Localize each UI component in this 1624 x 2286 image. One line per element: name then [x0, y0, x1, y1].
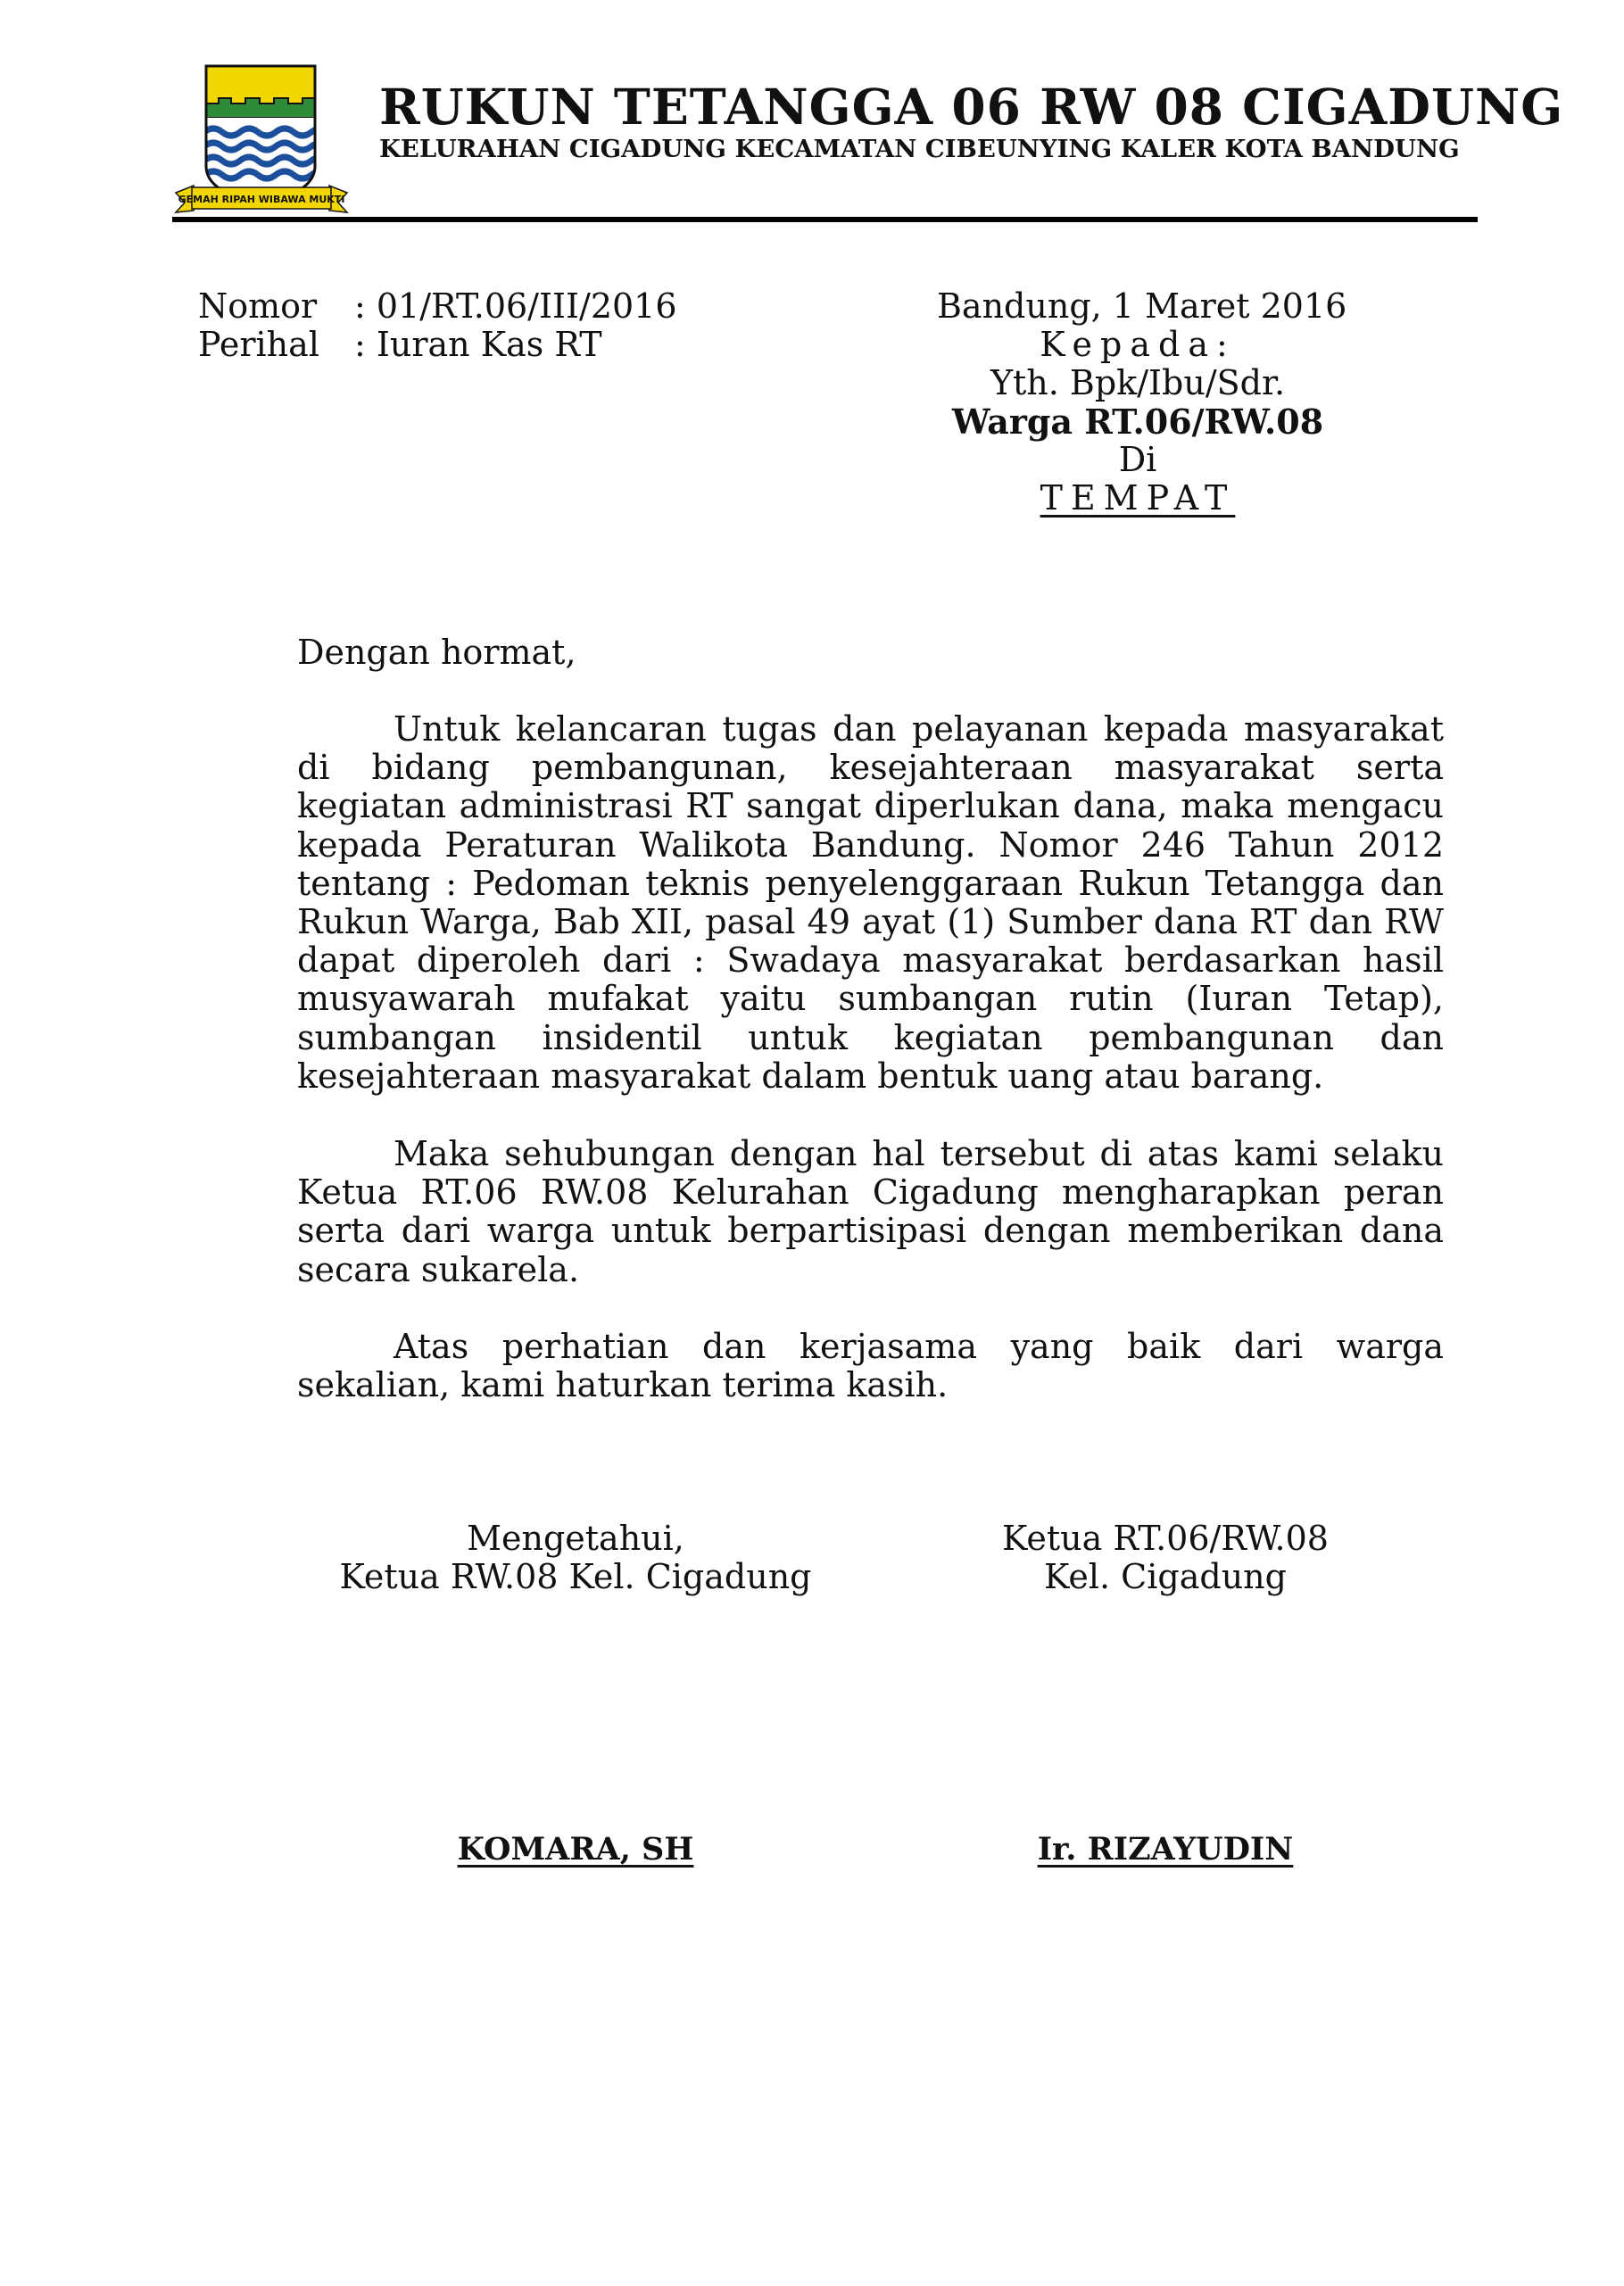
body-paragraph — [297, 1135, 1444, 1289]
body-paragraph — [297, 710, 1444, 1096]
nomor-label: Nomor — [198, 286, 318, 326]
signature-block-right — [916, 1520, 1415, 1596]
organization-title: RUKUN TETANGGA 06 RW 08 CIGADUNG — [379, 78, 1564, 136]
nomor-value: : 01/RT.06/III/2016 — [354, 286, 677, 326]
signature-block-left — [326, 1520, 825, 1596]
header-divider — [172, 217, 1478, 222]
signatory-left-name: KOMARA, SH — [457, 1831, 694, 1868]
signature-right-line1: Ketua RT.06/RW.08 — [1002, 1519, 1329, 1558]
logo-motto: GEMAH RIPAH WIBAWA MUKTI — [178, 194, 345, 205]
signature-left-line1: Mengetahui, — [467, 1519, 684, 1558]
organization-subtitle: KELURAHAN CIGADUNG KECAMATAN CIBEUNYING KALER KOTA BANDUNG — [379, 135, 1460, 163]
recipient: Warga RT.06/RW.08 — [951, 402, 1324, 442]
signature-left-line2: Ketua RW.08 Kel. Cigadung — [339, 1557, 812, 1596]
signature-right-line2: Kel. Cigadung — [1044, 1557, 1287, 1596]
body-paragraph-text: Atas perhatian dan kerjasama yang baik dari warga sekalian, kami haturkan terima kasih. — [297, 1327, 1444, 1405]
perihal-value: : Iuran Kas RT — [354, 325, 602, 364]
body-paragraph-text: Maka sehubungan dengan hal tersebut di atas kami selaku Ketua RT.06 RW.08 Kelurahan Cigadung mengharapkan peran serta dari warga untuk berpartisipasi dengan memberikan dana secara sukarela. — [297, 1134, 1444, 1289]
tempat-label: TEMPAT — [1040, 478, 1236, 518]
letter-date: Bandung, 1 Maret 2016 — [937, 286, 1347, 326]
salutation: Dengan hormat, — [297, 633, 576, 672]
yth-line: Yth. Bpk/Ibu/Sdr. — [990, 363, 1286, 402]
di-label: Di — [1118, 440, 1157, 479]
body-paragraph — [297, 1328, 1444, 1404]
body-paragraph-text: Untuk kelancaran tugas dan pelayanan kepada masyarakat di bidang pembangunan, kesejahteraan masyarakat serta kegiatan administrasi RT sangat diperlukan dana, maka mengacu kepada Peraturan Walikota Bandung. Nomor 246 Tahun 2012 tentang : Pedoman teknis penyelenggaraan Rukun Tetangga dan Rukun Warga, Bab XII, pasal 49 ayat (1) Sumber dana RT dan RW dapat diperoleh dari : Swadaya masyarakat berdasarkan hasil musyawarah mufakat yaitu sumbangan rutin (Iuran Tetap), sumbangan insidentil untuk kegiatan pembangunan dan kesejahteraan masyarakat dalam bentuk uang atau barang. — [297, 709, 1444, 1096]
signatory-right-name: Ir. RIZAYUDIN — [1037, 1831, 1294, 1868]
city-crest-logo — [172, 59, 351, 215]
perihal-label: Perihal — [198, 325, 319, 364]
kepada-label: Kepada: — [1040, 325, 1236, 364]
